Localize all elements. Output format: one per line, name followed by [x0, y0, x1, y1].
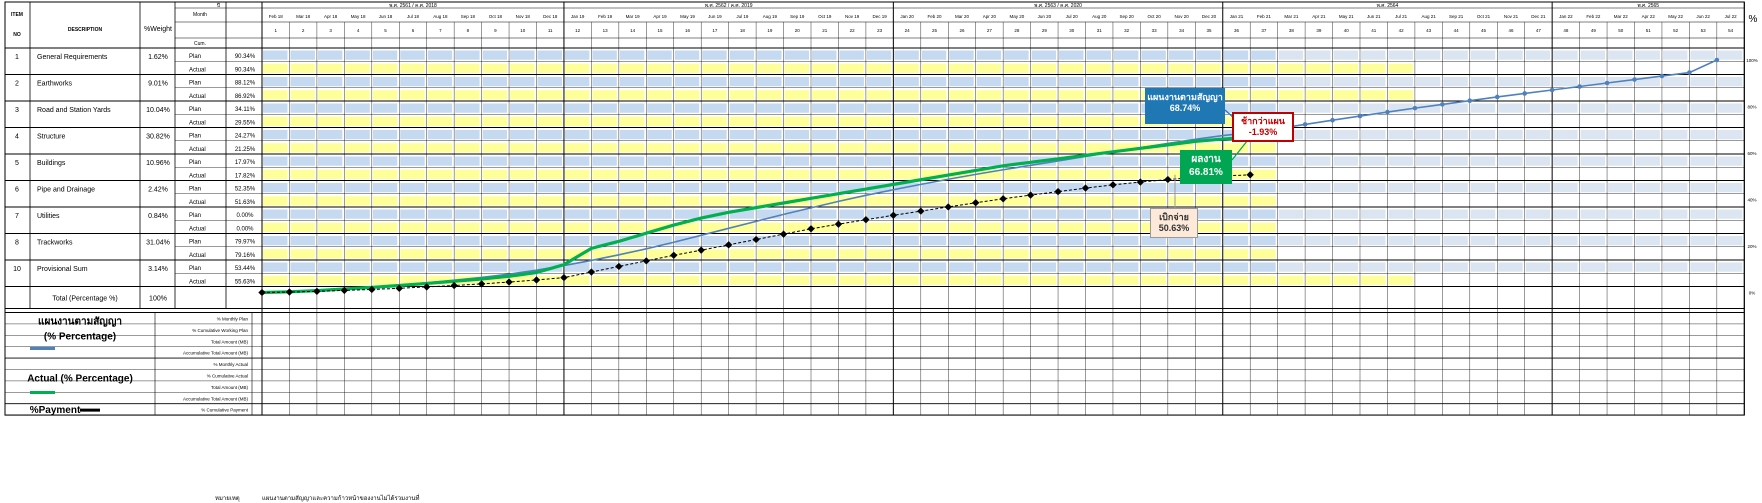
item-weight: 31.04%: [146, 239, 170, 247]
plan-label: Plan: [189, 160, 202, 166]
item-name: Road and Station Yards: [37, 107, 111, 114]
month-index: 19: [767, 28, 773, 33]
month-header: Oct 20: [1147, 14, 1161, 19]
month-index: 9: [494, 28, 497, 33]
year-header: พ.ศ. 2561 / ค.ศ. 2018: [389, 3, 437, 9]
month-header: Sep 21: [1448, 14, 1464, 19]
actual-label: Actual: [189, 252, 206, 259]
month-header: Mar 20: [954, 14, 969, 19]
y-tick-label: 20%: [1747, 244, 1757, 249]
item-weight: 0.84%: [148, 213, 168, 220]
month-header: Apr 18: [323, 14, 338, 19]
month-index: 5: [384, 28, 387, 33]
month-header: Jan 19: [570, 14, 585, 19]
month-label: Month: [193, 12, 207, 18]
plan-cum: 88.12%: [234, 80, 256, 87]
plan-label: Plan: [189, 54, 202, 60]
month-header: Mar 21: [1284, 14, 1299, 19]
month-index: 36: [1233, 28, 1239, 33]
month-index: 11: [547, 28, 553, 33]
plan-cum: 34.11%: [235, 107, 255, 113]
actual-cum: 51.63%: [234, 199, 256, 206]
year-header: พ.ศ. 2562 / ค.ศ. 2019: [704, 3, 753, 9]
item-no-header: NO: [13, 32, 21, 38]
month-index: 42: [1398, 28, 1404, 33]
weight-header: %Weight: [144, 26, 172, 33]
month-index: 14: [630, 28, 636, 33]
bottom-row-label: % Cumulative Working Plan: [192, 327, 248, 333]
month-header: Jun 19: [708, 14, 722, 19]
item-name: Utilities: [37, 213, 60, 220]
month-header: Jan 20: [900, 14, 914, 19]
month-header: Aug 19: [762, 14, 777, 19]
month-header: Dec 21: [1531, 14, 1546, 19]
month-header: Nov 20: [1174, 14, 1189, 19]
month-index: 54: [1728, 28, 1734, 33]
month-index: 24: [904, 28, 910, 33]
month-index: 31: [1096, 28, 1102, 33]
month-index: 7: [439, 28, 442, 33]
plan-label: Plan: [189, 186, 202, 193]
month-index: 38: [1288, 28, 1294, 33]
plan-cum: 24.27%: [234, 133, 256, 140]
month-header: Mar 19: [625, 14, 640, 19]
cum-label: Cum.: [194, 41, 206, 47]
behind-callout-title: ช้ากว่าแผน: [1241, 116, 1285, 126]
plan-cum: 52.35%: [234, 186, 256, 193]
item-name: General Requirements: [37, 54, 108, 61]
plan-cum: 17.97%: [234, 160, 256, 166]
item-no: 1: [15, 54, 19, 61]
item-name: Pipe and Drainage: [37, 186, 95, 194]
month-header: Jul 18: [406, 14, 419, 19]
month-index: 41: [1371, 28, 1377, 33]
footnote-text: แผนงานตามสัญญาและความก้าวหน้าของงานไม่ได้รวมงานที่: [262, 496, 420, 502]
month-header: Dec 18: [543, 14, 558, 19]
month-header: Apr 20: [982, 14, 997, 19]
item-name: Structure: [37, 133, 66, 141]
actual-label: Actual: [189, 226, 206, 233]
month-header: Feb 22: [1586, 14, 1601, 19]
month-header: Aug 18: [433, 14, 448, 19]
month-index: 12: [575, 28, 581, 33]
month-index: 4: [356, 28, 360, 33]
month-index: 2: [301, 28, 305, 33]
month-index: 53: [1700, 28, 1706, 33]
bottom-row-label: Total Amount (MB): [210, 339, 248, 345]
month-header: Feb 19: [598, 14, 613, 19]
bottom-row-label: % Cumulative Payment: [201, 407, 248, 413]
month-index: 49: [1590, 28, 1596, 33]
item-name: Provisional Sum: [37, 266, 88, 273]
month-index: 35: [1206, 28, 1212, 33]
behind-callout-value: -1.93%: [1248, 127, 1278, 137]
bottom-row-label: % Monthly Plan: [216, 316, 248, 322]
month-header: Dec 20: [1201, 14, 1217, 19]
disburse-callout-title: เบิกจ่าย: [1159, 212, 1189, 222]
actual-cum: 29.55%: [234, 120, 256, 127]
month-index: 13: [602, 28, 608, 33]
month-index: 26: [959, 28, 965, 33]
month-index: 43: [1426, 28, 1432, 33]
footnote-label: หมายเหตุ: [215, 496, 240, 502]
item-header: ITEM: [11, 12, 23, 18]
month-header: Sep 19: [790, 14, 805, 19]
item-weight: 1.62%: [148, 54, 168, 61]
month-index: 44: [1453, 28, 1459, 33]
bottom-plan-title: แผนงานตามสัญญา: [38, 316, 122, 328]
item-name: Buildings: [37, 160, 66, 167]
plan-label: Plan: [189, 133, 202, 140]
item-weight: 10.96%: [146, 160, 170, 167]
bottom-row-label: Accumulative Total Amount (MB): [183, 396, 248, 402]
actual-cum: 79.16%: [234, 252, 256, 259]
month-header: May 18: [350, 14, 366, 19]
plan-label: Plan: [189, 213, 202, 219]
item-no: 10: [13, 266, 21, 273]
item-no: 5: [15, 160, 19, 167]
y-tick-label: 40%: [1747, 197, 1757, 203]
month-index: 28: [1014, 28, 1020, 33]
month-index: 10: [520, 28, 526, 33]
actual-cum: 17.82%: [234, 173, 256, 180]
actual-label: Actual: [189, 279, 206, 286]
month-index: 37: [1261, 28, 1267, 33]
month-index: 21: [822, 28, 828, 33]
item-name: Earthworks: [37, 80, 73, 88]
month-header: Jan 21: [1229, 14, 1244, 19]
actual-cum: 55.63%: [234, 279, 256, 286]
actual-label: Actual: [189, 93, 206, 100]
month-index: 25: [932, 28, 938, 33]
total-value: 100%: [149, 295, 167, 303]
month-header: Sep 20: [1119, 14, 1134, 19]
month-index: 1: [274, 28, 277, 33]
month-index: 29: [1041, 28, 1047, 33]
bottom-actual-title: Actual (% Percentage): [27, 373, 133, 385]
month-header: May 20: [1009, 14, 1025, 19]
actual-cum: 21.25%: [234, 146, 256, 153]
month-index: 23: [877, 28, 883, 33]
month-index: 17: [712, 28, 718, 33]
disburse-callout: [1150, 208, 1198, 238]
item-no: 4: [15, 133, 19, 141]
month-index: 33: [1151, 28, 1157, 33]
month-index: 30: [1069, 28, 1075, 33]
month-header: Mar 18: [296, 14, 311, 19]
month-header: Jul 20: [1065, 14, 1078, 19]
month-index: 18: [739, 28, 745, 33]
month-index: 20: [794, 28, 800, 33]
disburse-callout-value: 50.63%: [1158, 223, 1190, 233]
plan-label: Plan: [189, 239, 202, 246]
month-index: 51: [1645, 28, 1651, 33]
plan-cum: 90.34%: [234, 54, 256, 60]
month-header: Oct 19: [818, 14, 832, 19]
month-header: Feb 21: [1256, 14, 1271, 19]
month-header: Feb 18: [268, 14, 283, 19]
plan-label: Plan: [189, 107, 202, 113]
item-no: 6: [15, 186, 19, 194]
month-header: Sep 18: [460, 14, 476, 19]
actual-callout-title: ผลงาน: [1191, 154, 1221, 165]
year-header: พ.ศ. 2565: [1637, 3, 1660, 9]
plan-cum: 79.97%: [234, 239, 256, 246]
month-header: May 22: [1668, 14, 1684, 19]
month-index: 52: [1673, 28, 1679, 33]
month-header: Jun 18: [378, 14, 393, 19]
bottom-row-label: Accumulative Total Amount (MB): [183, 350, 248, 356]
item-weight: 30.82%: [146, 133, 170, 141]
actual-cum: 86.92%: [234, 93, 256, 100]
y-tick-label: 0%: [1748, 290, 1756, 296]
month-index: 3: [329, 28, 332, 33]
year-header: พ.ศ. 2563 / ค.ศ. 2020: [1034, 3, 1082, 9]
plan-label: Plan: [189, 80, 202, 87]
actual-label: Actual: [189, 120, 206, 127]
month-index: 15: [657, 28, 663, 33]
item-no: 2: [15, 80, 19, 88]
item-name: Trackworks: [37, 239, 73, 247]
month-header: Apr 22: [1641, 14, 1655, 19]
bottom-row-label: % Monthly Actual: [213, 362, 248, 368]
item-no: 8: [15, 239, 19, 247]
plan-label: Plan: [189, 266, 202, 272]
month-header: Dec 19: [872, 14, 887, 19]
item-weight: 10.04%: [146, 107, 170, 114]
year-header: ปี: [216, 3, 221, 9]
bottom-plan-sub: (% Percentage): [43, 331, 117, 343]
month-index: 34: [1179, 28, 1185, 33]
actual-label: Actual: [189, 173, 206, 180]
month-header: Nov 21: [1503, 14, 1519, 19]
y-tick-label: 80%: [1747, 104, 1757, 110]
item-no: 7: [15, 213, 19, 220]
plan-cum: 0.00%: [236, 213, 254, 219]
item-weight: 3.14%: [148, 266, 168, 273]
month-header: Nov 19: [845, 14, 860, 19]
month-index: 40: [1343, 28, 1349, 33]
actual-label: Actual: [189, 146, 206, 153]
actual-label: Actual: [189, 67, 206, 74]
item-weight: 2.42%: [148, 186, 168, 194]
month-index: 16: [684, 28, 690, 33]
month-header: Jul 22: [1724, 14, 1737, 19]
actual-callout: [1180, 150, 1232, 184]
item-no: 3: [15, 107, 19, 114]
plan-callout-value: 68.74%: [1169, 103, 1201, 113]
month-header: Jun 21: [1366, 14, 1381, 19]
actual-callout-value: 66.81%: [1189, 167, 1223, 178]
plan-callout: [1145, 88, 1225, 124]
month-index: 50: [1618, 28, 1624, 33]
percent-label: %: [1748, 14, 1758, 25]
actual-cum: 0.00%: [236, 226, 254, 233]
month-index: 8: [466, 28, 470, 33]
bottom-row-label: Total Amount (MB): [210, 384, 248, 390]
month-header: May 21: [1338, 14, 1354, 19]
month-header: Jul 21: [1395, 14, 1408, 19]
month-header: Aug 20: [1092, 14, 1107, 19]
month-header: Aug 21: [1421, 14, 1436, 19]
month-header: Apr 21: [1312, 14, 1326, 19]
month-header: Jan 22: [1559, 14, 1573, 19]
month-index: 39: [1316, 28, 1322, 33]
month-header: Apr 19: [653, 14, 667, 19]
month-index: 27: [986, 28, 992, 33]
month-index: 47: [1535, 28, 1541, 33]
month-index: 45: [1481, 28, 1487, 33]
plan-cum: 53.44%: [234, 266, 256, 272]
month-index: 22: [849, 28, 855, 33]
month-header: Mar 22: [1613, 14, 1628, 19]
bottom-payment: %Payment: [29, 405, 81, 417]
actual-label: Actual: [189, 199, 206, 206]
month-header: Oct 21: [1476, 14, 1491, 19]
month-header: Feb 20: [927, 14, 942, 19]
year-header: พ.ศ. 2564: [1376, 3, 1399, 9]
month-header: May 19: [680, 14, 695, 19]
month-index: 46: [1508, 28, 1514, 33]
month-index: 32: [1124, 28, 1130, 33]
month-header: Jun 20: [1037, 14, 1052, 19]
month-index: 48: [1563, 28, 1569, 33]
month-header: Nov 18: [515, 14, 530, 19]
month-index: 6: [411, 28, 415, 33]
behind-callout: [1232, 112, 1294, 142]
actual-cum: 90.34%: [234, 67, 256, 74]
month-header: Jul 19: [736, 14, 749, 19]
item-weight: 9.01%: [148, 80, 168, 88]
month-header: Jun 22: [1696, 14, 1710, 19]
description-header: DESCRIPTION: [67, 27, 103, 33]
y-tick-label: 100%: [1746, 58, 1758, 63]
month-header: Oct 18: [488, 14, 502, 19]
total-label: Total (Percentage %): [52, 295, 118, 303]
y-tick-label: 60%: [1747, 151, 1757, 156]
bottom-row-label: % Cumulative Actual: [206, 373, 248, 379]
plan-callout-title: แผนงานตามสัญญา: [1147, 92, 1223, 102]
